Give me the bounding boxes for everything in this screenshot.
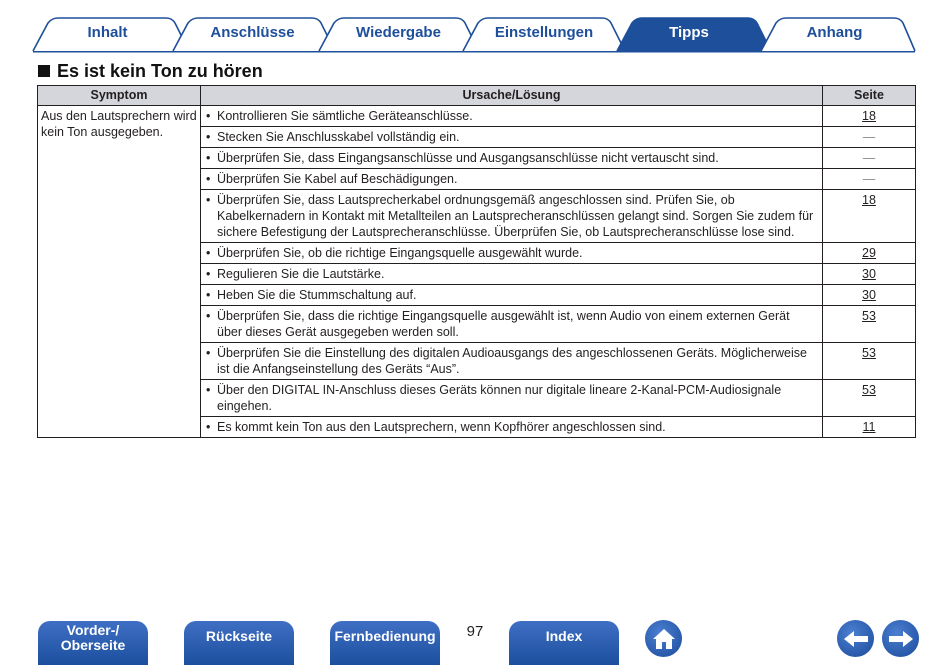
front-top-button[interactable] bbox=[38, 621, 148, 665]
page-link[interactable]: 11 bbox=[862, 420, 876, 434]
index-button-label: Index bbox=[545, 627, 583, 644]
page-cell bbox=[823, 148, 916, 169]
page-cell bbox=[823, 285, 916, 306]
arrow-left-icon bbox=[842, 629, 870, 649]
tab-einstellungen[interactable]: Einstellungen bbox=[494, 24, 594, 41]
front-top-line1: Vorder-/ bbox=[66, 622, 120, 638]
cause-cell: • Überprüfen Sie, ob die richtige Eingangsquelle ausgewählt wurde. bbox=[201, 243, 823, 264]
rear-button-label: Rückseite bbox=[205, 627, 273, 644]
cause-cell: • Überprüfen Sie, dass Eingangsanschlüsse und Ausgangsanschlüsse nicht vertauscht sind. bbox=[201, 148, 823, 169]
page-link[interactable]: 30 bbox=[862, 288, 876, 302]
arrow-right-icon bbox=[887, 629, 915, 649]
page-cell bbox=[823, 127, 916, 148]
cause-cell: • Regulieren Sie die Lautstärke. bbox=[201, 264, 823, 285]
header-cause: Ursache/Lösung bbox=[201, 86, 823, 106]
tab-anhang[interactable]: Anhang bbox=[806, 24, 863, 41]
table-header-row bbox=[38, 86, 916, 106]
square-bullet-icon bbox=[38, 65, 50, 77]
index-button[interactable] bbox=[509, 621, 619, 665]
section-title-text: Es ist kein Ton zu hören bbox=[57, 61, 263, 81]
page-cell bbox=[823, 417, 916, 438]
cause-cell: • Stecken Sie Anschlusskabel vollständig ein. bbox=[201, 127, 823, 148]
page-cell bbox=[823, 380, 916, 417]
remote-button[interactable] bbox=[330, 621, 440, 665]
cause-cell: • Überprüfen Sie, dass die richtige Eingangsquelle ausgewählt ist, wenn Audio von einem externen Gerät über dieses Gerät ausgegeben werden soll. bbox=[201, 306, 823, 343]
rear-button[interactable] bbox=[184, 621, 294, 665]
page-cell bbox=[823, 306, 916, 343]
page-none: — bbox=[862, 172, 876, 186]
page-link[interactable]: 18 bbox=[862, 193, 876, 207]
table-row bbox=[38, 106, 916, 127]
cause-cell: • Über den DIGITAL IN-Anschluss dieses Geräts können nur digitale lineare 2-Kanal-PCM-Audiosignale eingehen. bbox=[201, 380, 823, 417]
tab-inhalt[interactable]: Inhalt bbox=[87, 24, 128, 41]
page-link[interactable]: 29 bbox=[862, 246, 876, 260]
back-button[interactable] bbox=[837, 620, 874, 657]
cause-cell: • Überprüfen Sie die Einstellung des digitalen Audioausgangs des angeschlossenen Geräts. Möglicherweise ist die Anfangseinstellung des Geräts “Aus”. bbox=[201, 343, 823, 380]
section-title bbox=[38, 60, 263, 82]
page-cell bbox=[823, 243, 916, 264]
table-body bbox=[38, 106, 916, 438]
header-symptom: Symptom bbox=[38, 86, 201, 106]
header-page: Seite bbox=[823, 86, 916, 106]
tab-wiedergabe[interactable]: Wiedergabe bbox=[356, 24, 441, 41]
home-icon bbox=[651, 627, 677, 651]
tab-anschluesse[interactable]: Anschlüsse bbox=[210, 24, 295, 41]
troubleshooting-table bbox=[37, 85, 916, 438]
forward-button[interactable] bbox=[882, 620, 919, 657]
cause-cell: • Heben Sie die Stummschaltung auf. bbox=[201, 285, 823, 306]
page-cell bbox=[823, 264, 916, 285]
tab-bar bbox=[0, 0, 950, 56]
page-none: — bbox=[862, 130, 876, 144]
page-link[interactable]: 53 bbox=[862, 309, 876, 323]
page-cell bbox=[823, 169, 916, 190]
page-link[interactable]: 53 bbox=[862, 383, 876, 397]
page-number: 97 bbox=[466, 623, 484, 640]
page-link[interactable]: 18 bbox=[862, 109, 876, 123]
front-top-line2: Oberseite bbox=[60, 637, 126, 653]
page-cell bbox=[823, 190, 916, 243]
cause-cell: • Kontrollieren Sie sämtliche Geräteanschlüsse. bbox=[201, 106, 823, 127]
tab-tipps[interactable]: Tipps bbox=[669, 24, 709, 41]
page-link[interactable]: 30 bbox=[862, 267, 876, 281]
page-cell bbox=[823, 106, 916, 127]
page-link[interactable]: 53 bbox=[862, 346, 876, 360]
cause-cell: • Überprüfen Sie Kabel auf Beschädigungen. bbox=[201, 169, 823, 190]
page-none: — bbox=[862, 151, 876, 165]
cause-cell: • Es kommt kein Ton aus den Lautsprechern, wenn Kopfhörer angeschlossen sind. bbox=[201, 417, 823, 438]
cause-cell: • Überprüfen Sie, dass Lautsprecherkabel ordnungsgemäß angeschlossen sind. Prüfen Sie, ob Kabelkernadern in Kontakt mit Metallteilen an Lautsprecheranschlüssen gelangt sind. Sorgen Sie zudem für sichere Befestigung der Lautsprecheranschlüsse. Überprüfen Sie, ob Lautsprecheranschlüsse lose sind. bbox=[201, 190, 823, 243]
home-button[interactable] bbox=[645, 620, 682, 657]
remote-button-label: Fernbedienung bbox=[334, 627, 436, 644]
symptom-cell: Aus den Lautsprechern wird kein Ton ausgegeben. bbox=[38, 106, 201, 438]
page-cell bbox=[823, 343, 916, 380]
